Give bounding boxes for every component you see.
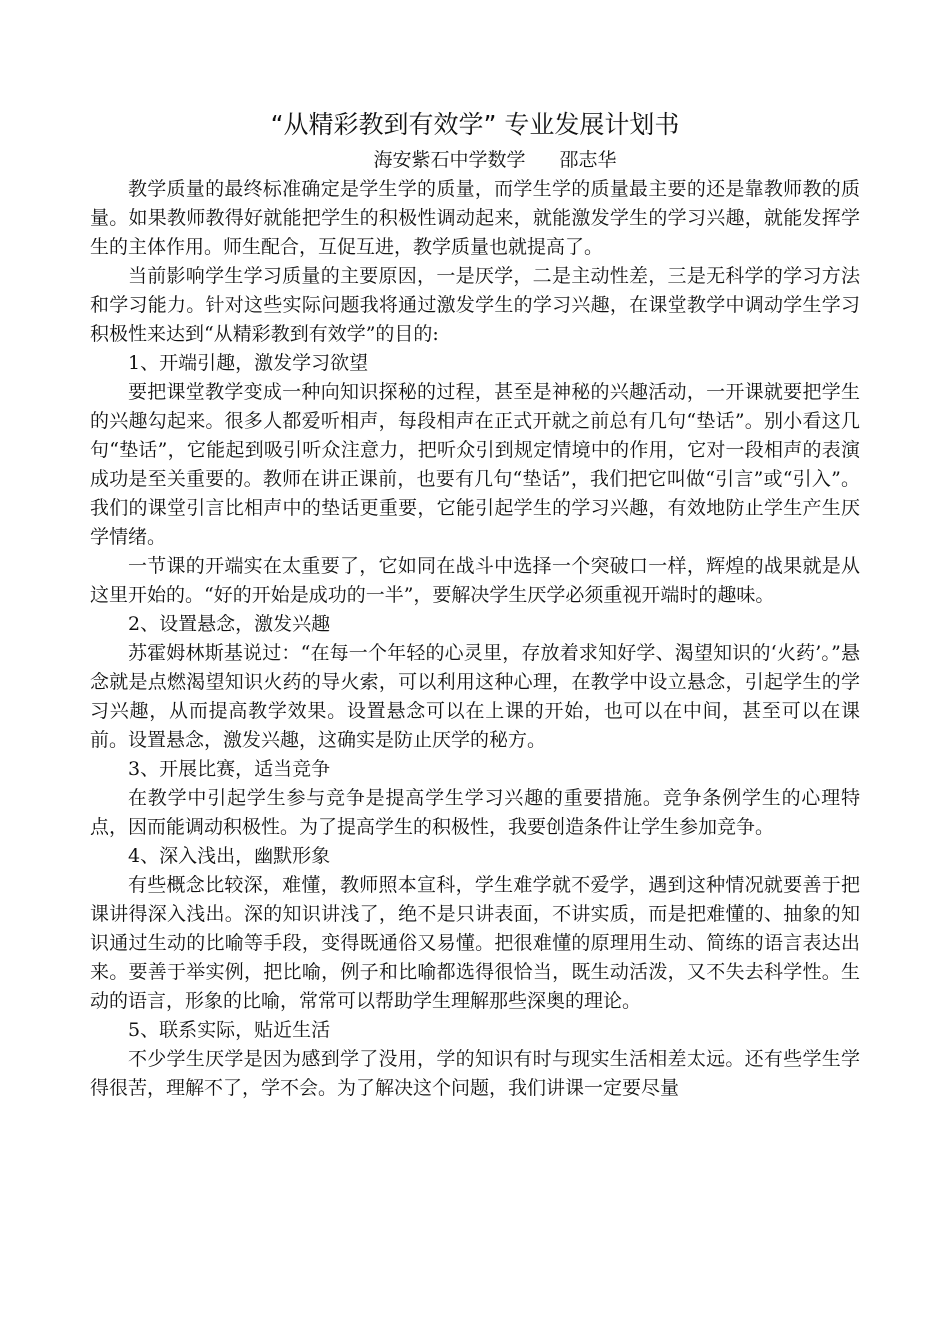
document-page [90,108,860,1103]
paragraph: 要把课堂教学变成一种向知识探秘的过程，甚至是神秘的兴趣活动，一开课就要把学生的兴趣勾起来。很多人都爱听相声，每段相声在正式开就之前总有几句“垫话”。别小看这几句“垫话”，它能起到吸引听众注意力，把听众引到规定情境中的作用，它对一段相声的表演成功是至关重要的。教师在讲正课前，也要有几句“垫话”，我们把它叫做“引言”或“引入”。我们的课堂引言比相声中的垫话更重要，它能引起学生的学习兴趣，有效地防止学生产生厌学情绪。 [90,381,860,548]
paragraph: 一节课的开端实在太重要了，它如同在战斗中选择一个突破口一样，辉煌的战果就是从这里开始的。“好的开始是成功的一半”，要解决学生厌学必须重视开端时的趣味。 [90,555,860,606]
paragraph: 有些概念比较深，难懂，教师照本宣科，学生难学就不爱学，遇到这种情况就要善于把课讲得深入浅出。深的知识讲浅了，绝不是只讲表面，不讲实质，而是把难懂的、抽象的知识通过生动的比喻等手段，变得既通俗又易懂。把很难懂的原理用生动、简练的语言表达出来。要善于举实例，把比喻，例子和比喻都选得很恰当，既生动活泼，又不失去科学性。生动的语言，形象的比喻，常常可以帮助学生理解那些深奥的理论。 [90,874,860,1012]
section-heading: 1、开端引趣，激发学习欲望 [128,352,369,374]
section-heading: 4、深入浅出，幽默形象 [128,845,331,867]
author-school: 海安紫石中学数学 [373,149,526,171]
document-title: “从精彩教到有效学” 专业发展计划书 [270,110,680,139]
paragraph: 不少学生厌学是因为感到学了没用，学的知识有时与现实生活相差太远。还有些学生学得很苦，理解不了，学不会。为了解决这个问题，我们讲课一定要尽量 [90,1048,860,1099]
section-heading: 5、联系实际，贴近生活 [128,1019,331,1041]
section-heading: 2、设置悬念，激发兴趣 [128,613,331,635]
author-line [90,146,860,175]
author-name: 邵志华 [559,149,617,171]
paragraph: 苏霍姆林斯基说过：“在每一个年轻的心灵里，存放着求知好学、渴望知识的‘火药’。”悬念就是点燃渴望知识火药的导火索，可以利用这种心理，在教学中设立悬念，引起学生的学习兴趣，从而提高教学效果。设置悬念可以在上课的开始，也可以在中间，甚至可以在课前。设置悬念，激发兴趣，这确实是防止厌学的秘方。 [90,642,860,751]
section-heading: 3、开展比赛，适当竞争 [128,758,331,780]
paragraph: 在教学中引起学生参与竞争是提高学生学习兴趣的重要措施。竞争条例学生的心理特点，因而能调动积极性。为了提高学生的积极性，我要创造条件让学生参加竞争。 [90,787,860,838]
paragraph: 教学质量的最终标准确定是学生学的质量，而学生学的质量最主要的还是靠教师教的质量。如果教师教得好就能把学生的积极性调动起来，就能激发学生的学习兴趣，就能发挥学生的主体作用。师生配合，互促互进，教学质量也就提高了。 [90,178,860,258]
paragraph: 当前影响学生学习质量的主要原因，一是厌学，二是主动性差，三是无科学的学习方法和学习能力。针对这些实际问题我将通过激发学生的学习兴趣，在课堂教学中调动学生学习积极性来达到“从精彩教到有效学”的目的: [90,265,860,345]
